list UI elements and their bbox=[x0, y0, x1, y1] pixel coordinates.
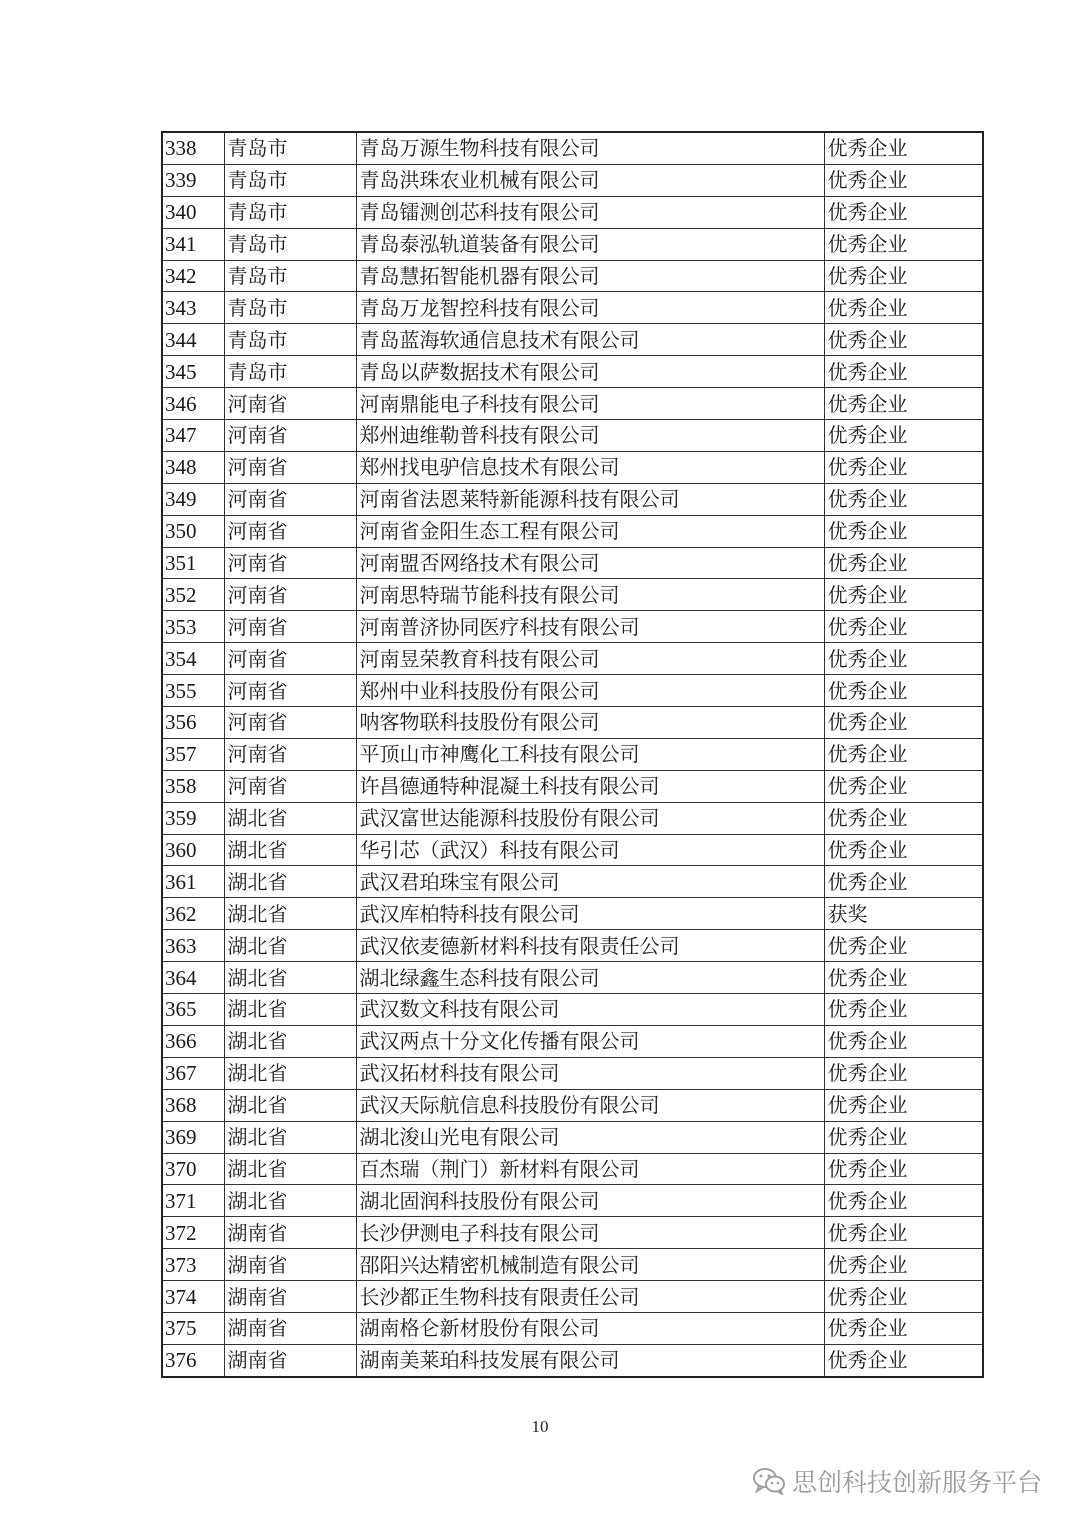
award-cell: 优秀企业 bbox=[824, 994, 983, 1026]
region-cell: 湖南省 bbox=[224, 1249, 356, 1281]
award-list-table bbox=[161, 131, 984, 1378]
table-row bbox=[162, 802, 983, 834]
region-cell: 河南省 bbox=[224, 547, 356, 579]
table-row bbox=[162, 1312, 983, 1344]
region-cell: 湖北省 bbox=[224, 930, 356, 962]
region-cell: 湖北省 bbox=[224, 962, 356, 994]
award-cell: 优秀企业 bbox=[824, 1249, 983, 1281]
no-cell: 355 bbox=[162, 675, 224, 707]
region-cell: 河南省 bbox=[224, 483, 356, 515]
region-cell: 湖南省 bbox=[224, 1312, 356, 1344]
company-cell: 武汉数文科技有限公司 bbox=[356, 994, 824, 1026]
company-cell: 河南省法恩莱特新能源科技有限公司 bbox=[356, 483, 824, 515]
region-cell: 湖北省 bbox=[224, 1025, 356, 1057]
award-cell: 优秀企业 bbox=[824, 1121, 983, 1153]
table-row bbox=[162, 962, 983, 994]
award-cell: 优秀企业 bbox=[824, 1057, 983, 1089]
table-row bbox=[162, 1281, 983, 1313]
region-cell: 青岛市 bbox=[224, 292, 356, 324]
region-cell: 青岛市 bbox=[224, 260, 356, 292]
region-cell: 河南省 bbox=[224, 675, 356, 707]
no-cell: 356 bbox=[162, 707, 224, 739]
region-cell: 青岛市 bbox=[224, 196, 356, 228]
company-cell: 河南普济协同医疗科技有限公司 bbox=[356, 611, 824, 643]
award-cell: 优秀企业 bbox=[824, 579, 983, 611]
table-row bbox=[162, 483, 983, 515]
award-cell: 优秀企业 bbox=[824, 132, 983, 164]
award-cell: 优秀企业 bbox=[824, 707, 983, 739]
no-cell: 371 bbox=[162, 1185, 224, 1217]
region-cell: 河南省 bbox=[224, 420, 356, 452]
company-cell: 长沙都正生物科技有限责任公司 bbox=[356, 1281, 824, 1313]
award-cell: 优秀企业 bbox=[824, 164, 983, 196]
region-cell: 湖南省 bbox=[224, 1344, 356, 1376]
company-cell: 许昌德通特种混凝土科技有限公司 bbox=[356, 770, 824, 802]
table-row bbox=[162, 228, 983, 260]
table-row bbox=[162, 611, 983, 643]
table-row bbox=[162, 1344, 983, 1376]
region-cell: 湖北省 bbox=[224, 1089, 356, 1121]
company-cell: 青岛以萨数据技术有限公司 bbox=[356, 356, 824, 388]
table-row bbox=[162, 579, 983, 611]
no-cell: 361 bbox=[162, 866, 224, 898]
no-cell: 354 bbox=[162, 643, 224, 675]
no-cell: 338 bbox=[162, 132, 224, 164]
company-cell: 河南思特瑞节能科技有限公司 bbox=[356, 579, 824, 611]
no-cell: 367 bbox=[162, 1057, 224, 1089]
table-row bbox=[162, 324, 983, 356]
table-row bbox=[162, 994, 983, 1026]
no-cell: 362 bbox=[162, 898, 224, 930]
region-cell: 湖北省 bbox=[224, 802, 356, 834]
region-cell: 湖北省 bbox=[224, 866, 356, 898]
award-cell: 优秀企业 bbox=[824, 1344, 983, 1376]
award-cell: 优秀企业 bbox=[824, 292, 983, 324]
table-row bbox=[162, 356, 983, 388]
no-cell: 351 bbox=[162, 547, 224, 579]
table-row bbox=[162, 547, 983, 579]
table-row bbox=[162, 866, 983, 898]
no-cell: 374 bbox=[162, 1281, 224, 1313]
company-cell: 青岛泰泓轨道装备有限公司 bbox=[356, 228, 824, 260]
award-cell: 优秀企业 bbox=[824, 483, 983, 515]
table-row bbox=[162, 643, 983, 675]
no-cell: 347 bbox=[162, 420, 224, 452]
company-cell: 青岛蓝海软通信息技术有限公司 bbox=[356, 324, 824, 356]
no-cell: 369 bbox=[162, 1121, 224, 1153]
table-row bbox=[162, 738, 983, 770]
table-row bbox=[162, 292, 983, 324]
watermark-text: 思创科技创新服务平台 bbox=[791, 1468, 1042, 1497]
region-cell: 河南省 bbox=[224, 388, 356, 420]
award-cell: 优秀企业 bbox=[824, 675, 983, 707]
no-cell: 366 bbox=[162, 1025, 224, 1057]
table-row bbox=[162, 260, 983, 292]
company-cell: 武汉库柏特科技有限公司 bbox=[356, 898, 824, 930]
region-cell: 湖南省 bbox=[224, 1281, 356, 1313]
no-cell: 372 bbox=[162, 1217, 224, 1249]
wechat-icon bbox=[752, 1467, 786, 1495]
award-cell: 优秀企业 bbox=[824, 962, 983, 994]
no-cell: 350 bbox=[162, 515, 224, 547]
award-cell: 优秀企业 bbox=[824, 451, 983, 483]
award-cell: 优秀企业 bbox=[824, 547, 983, 579]
company-cell: 呐客物联科技股份有限公司 bbox=[356, 707, 824, 739]
no-cell: 368 bbox=[162, 1089, 224, 1121]
no-cell: 349 bbox=[162, 483, 224, 515]
no-cell: 339 bbox=[162, 164, 224, 196]
table-row bbox=[162, 1057, 983, 1089]
page-number: 10 bbox=[531, 1417, 549, 1436]
region-cell: 河南省 bbox=[224, 707, 356, 739]
award-cell: 获奖 bbox=[824, 898, 983, 930]
company-cell: 河南鼎能电子科技有限公司 bbox=[356, 388, 824, 420]
table-row bbox=[162, 834, 983, 866]
table-row bbox=[162, 132, 983, 164]
company-cell: 湖南美莱珀科技发展有限公司 bbox=[356, 1344, 824, 1376]
award-cell: 优秀企业 bbox=[824, 834, 983, 866]
no-cell: 373 bbox=[162, 1249, 224, 1281]
company-cell: 湖南格仑新材股份有限公司 bbox=[356, 1312, 824, 1344]
table-row bbox=[162, 707, 983, 739]
company-cell: 湖北固润科技股份有限公司 bbox=[356, 1185, 824, 1217]
no-cell: 359 bbox=[162, 802, 224, 834]
region-cell: 青岛市 bbox=[224, 164, 356, 196]
company-cell: 湖北绿鑫生态科技有限公司 bbox=[356, 962, 824, 994]
table-row bbox=[162, 451, 983, 483]
award-cell: 优秀企业 bbox=[824, 228, 983, 260]
no-cell: 346 bbox=[162, 388, 224, 420]
table-row bbox=[162, 1025, 983, 1057]
region-cell: 湖北省 bbox=[224, 1185, 356, 1217]
table-row bbox=[162, 388, 983, 420]
region-cell: 河南省 bbox=[224, 643, 356, 675]
table-row bbox=[162, 164, 983, 196]
region-cell: 河南省 bbox=[224, 451, 356, 483]
company-cell: 武汉依麦德新材料科技有限责任公司 bbox=[356, 930, 824, 962]
region-cell: 湖南省 bbox=[224, 1217, 356, 1249]
no-cell: 344 bbox=[162, 324, 224, 356]
no-cell: 352 bbox=[162, 579, 224, 611]
no-cell: 376 bbox=[162, 1344, 224, 1376]
award-cell: 优秀企业 bbox=[824, 1185, 983, 1217]
region-cell: 河南省 bbox=[224, 579, 356, 611]
award-cell: 优秀企业 bbox=[824, 866, 983, 898]
award-cell: 优秀企业 bbox=[824, 1153, 983, 1185]
table-row bbox=[162, 1185, 983, 1217]
award-cell: 优秀企业 bbox=[824, 324, 983, 356]
table-row bbox=[162, 1089, 983, 1121]
no-cell: 365 bbox=[162, 994, 224, 1026]
award-cell: 优秀企业 bbox=[824, 738, 983, 770]
region-cell: 湖北省 bbox=[224, 994, 356, 1026]
company-cell: 长沙伊测电子科技有限公司 bbox=[356, 1217, 824, 1249]
company-cell: 郑州中业科技股份有限公司 bbox=[356, 675, 824, 707]
region-cell: 湖北省 bbox=[224, 1121, 356, 1153]
award-cell: 优秀企业 bbox=[824, 770, 983, 802]
award-cell: 优秀企业 bbox=[824, 930, 983, 962]
award-cell: 优秀企业 bbox=[824, 611, 983, 643]
table-row bbox=[162, 1121, 983, 1153]
company-cell: 河南昱荣教育科技有限公司 bbox=[356, 643, 824, 675]
company-cell: 青岛洪珠农业机械有限公司 bbox=[356, 164, 824, 196]
table-row bbox=[162, 898, 983, 930]
award-cell: 优秀企业 bbox=[824, 388, 983, 420]
award-cell: 优秀企业 bbox=[824, 1217, 983, 1249]
award-cell: 优秀企业 bbox=[824, 643, 983, 675]
company-cell: 郑州迪维勒普科技有限公司 bbox=[356, 420, 824, 452]
company-cell: 郑州找电驴信息技术有限公司 bbox=[356, 451, 824, 483]
no-cell: 375 bbox=[162, 1312, 224, 1344]
region-cell: 青岛市 bbox=[224, 228, 356, 260]
no-cell: 340 bbox=[162, 196, 224, 228]
region-cell: 湖北省 bbox=[224, 834, 356, 866]
region-cell: 河南省 bbox=[224, 770, 356, 802]
award-cell: 优秀企业 bbox=[824, 1089, 983, 1121]
region-cell: 青岛市 bbox=[224, 132, 356, 164]
region-cell: 湖北省 bbox=[224, 1057, 356, 1089]
no-cell: 342 bbox=[162, 260, 224, 292]
award-cell: 优秀企业 bbox=[824, 1281, 983, 1313]
watermark bbox=[752, 1463, 1042, 1499]
no-cell: 358 bbox=[162, 770, 224, 802]
company-cell: 华引芯（武汉）科技有限公司 bbox=[356, 834, 824, 866]
table-row bbox=[162, 1249, 983, 1281]
company-cell: 湖北浚山光电有限公司 bbox=[356, 1121, 824, 1153]
region-cell: 湖北省 bbox=[224, 898, 356, 930]
region-cell: 河南省 bbox=[224, 515, 356, 547]
region-cell: 青岛市 bbox=[224, 356, 356, 388]
table-row bbox=[162, 420, 983, 452]
table-row bbox=[162, 1153, 983, 1185]
award-cell: 优秀企业 bbox=[824, 196, 983, 228]
company-cell: 武汉天际航信息科技股份有限公司 bbox=[356, 1089, 824, 1121]
company-cell: 青岛万龙智控科技有限公司 bbox=[356, 292, 824, 324]
no-cell: 345 bbox=[162, 356, 224, 388]
table-row bbox=[162, 770, 983, 802]
no-cell: 348 bbox=[162, 451, 224, 483]
region-cell: 湖北省 bbox=[224, 1153, 356, 1185]
no-cell: 357 bbox=[162, 738, 224, 770]
company-cell: 青岛万源生物科技有限公司 bbox=[356, 132, 824, 164]
company-cell: 武汉富世达能源科技股份有限公司 bbox=[356, 802, 824, 834]
award-cell: 优秀企业 bbox=[824, 1312, 983, 1344]
award-cell: 优秀企业 bbox=[824, 356, 983, 388]
company-cell: 武汉两点十分文化传播有限公司 bbox=[356, 1025, 824, 1057]
company-cell: 武汉拓材科技有限公司 bbox=[356, 1057, 824, 1089]
table-row bbox=[162, 196, 983, 228]
company-cell: 百杰瑞（荆门）新材料有限公司 bbox=[356, 1153, 824, 1185]
table-row bbox=[162, 515, 983, 547]
region-cell: 河南省 bbox=[224, 738, 356, 770]
company-cell: 邵阳兴达精密机械制造有限公司 bbox=[356, 1249, 824, 1281]
region-cell: 青岛市 bbox=[224, 324, 356, 356]
table-body bbox=[162, 132, 983, 1377]
award-cell: 优秀企业 bbox=[824, 802, 983, 834]
company-cell: 青岛镭测创芯科技有限公司 bbox=[356, 196, 824, 228]
region-cell: 河南省 bbox=[224, 611, 356, 643]
table-row bbox=[162, 675, 983, 707]
company-cell: 河南盟否网络技术有限公司 bbox=[356, 547, 824, 579]
no-cell: 370 bbox=[162, 1153, 224, 1185]
company-cell: 青岛慧拓智能机器有限公司 bbox=[356, 260, 824, 292]
no-cell: 363 bbox=[162, 930, 224, 962]
table-row bbox=[162, 930, 983, 962]
award-cell: 优秀企业 bbox=[824, 515, 983, 547]
no-cell: 360 bbox=[162, 834, 224, 866]
company-cell: 河南省金阳生态工程有限公司 bbox=[356, 515, 824, 547]
company-cell: 平顶山市神鹰化工科技有限公司 bbox=[356, 738, 824, 770]
no-cell: 341 bbox=[162, 228, 224, 260]
award-cell: 优秀企业 bbox=[824, 1025, 983, 1057]
no-cell: 353 bbox=[162, 611, 224, 643]
no-cell: 364 bbox=[162, 962, 224, 994]
no-cell: 343 bbox=[162, 292, 224, 324]
award-cell: 优秀企业 bbox=[824, 420, 983, 452]
table-row bbox=[162, 1217, 983, 1249]
award-cell: 优秀企业 bbox=[824, 260, 983, 292]
company-cell: 武汉君珀珠宝有限公司 bbox=[356, 866, 824, 898]
